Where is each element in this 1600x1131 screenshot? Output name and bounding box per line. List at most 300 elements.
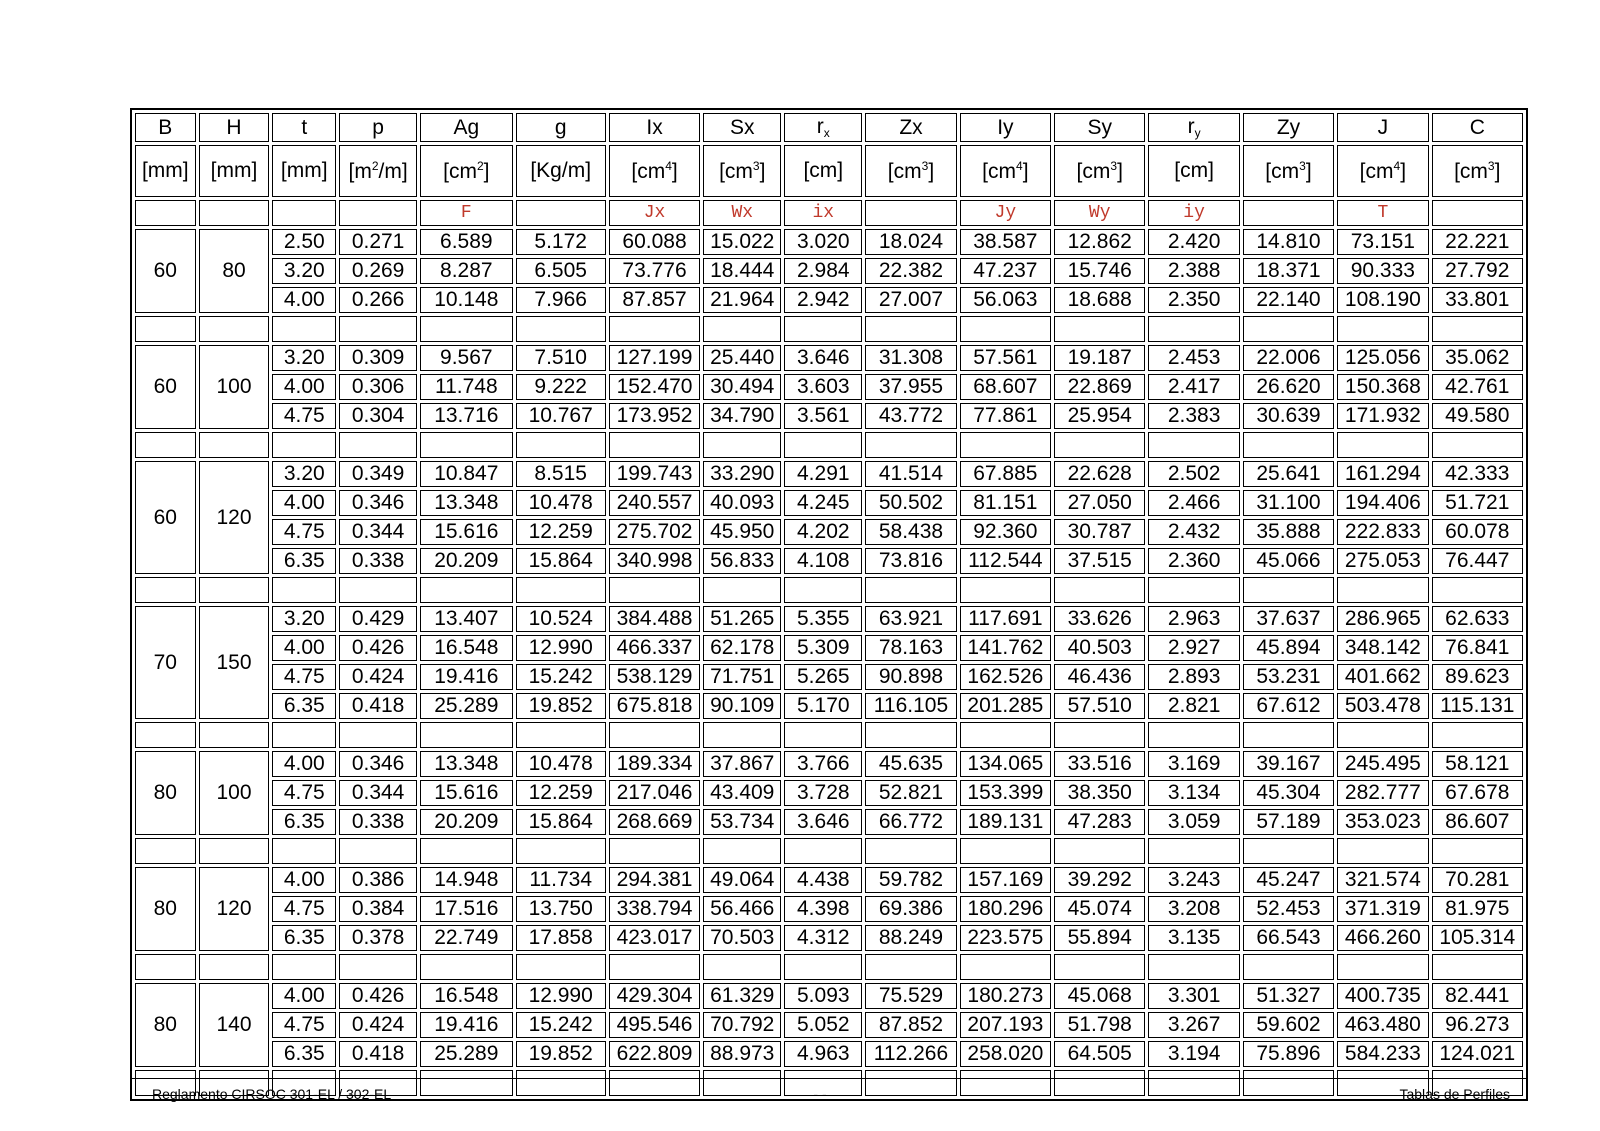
column-alias bbox=[516, 200, 606, 226]
table-cell: 64.505 bbox=[1054, 1041, 1145, 1067]
cell-H: 120 bbox=[199, 867, 270, 951]
spacer-cell bbox=[960, 954, 1051, 980]
table-cell: 45.894 bbox=[1243, 635, 1334, 661]
table-cell: 90.333 bbox=[1337, 258, 1428, 284]
column-alias bbox=[199, 200, 270, 226]
table-cell: 60.078 bbox=[1432, 519, 1523, 545]
cell-H: 100 bbox=[199, 345, 270, 429]
header-symbol-row bbox=[135, 113, 1523, 142]
table-cell: 199.743 bbox=[609, 461, 700, 487]
table-cell: 0.426 bbox=[339, 983, 417, 1009]
table-row bbox=[135, 374, 1523, 400]
table-cell: 89.623 bbox=[1432, 664, 1523, 690]
table-cell: 3.646 bbox=[784, 345, 862, 371]
spacer-cell bbox=[420, 432, 512, 458]
table-row bbox=[135, 664, 1523, 690]
table-cell: 6.35 bbox=[272, 548, 336, 574]
spacer-cell bbox=[420, 954, 512, 980]
table-cell: 12.862 bbox=[1054, 229, 1145, 255]
table-cell: 25.289 bbox=[420, 693, 512, 719]
table-cell: 6.505 bbox=[516, 258, 606, 284]
table-cell: 4.398 bbox=[784, 896, 862, 922]
spacer-cell bbox=[1337, 954, 1428, 980]
column-alias: Jy bbox=[960, 200, 1051, 226]
table-cell: 10.478 bbox=[516, 490, 606, 516]
table-cell: 30.787 bbox=[1054, 519, 1145, 545]
table-cell: 18.444 bbox=[703, 258, 781, 284]
spacer-cell bbox=[1054, 316, 1145, 342]
symbol-text: p bbox=[372, 115, 384, 139]
spacer-cell bbox=[1243, 577, 1334, 603]
table-row bbox=[135, 925, 1523, 951]
table-row bbox=[135, 1012, 1523, 1038]
table-cell: 16.548 bbox=[420, 983, 512, 1009]
table-cell: 201.285 bbox=[960, 693, 1051, 719]
symbol-text: B bbox=[158, 115, 173, 139]
table-cell: 0.338 bbox=[339, 548, 417, 574]
column-unit bbox=[1054, 145, 1145, 197]
table-cell: 0.384 bbox=[339, 896, 417, 922]
symbol-text: Iy bbox=[997, 115, 1014, 139]
table-cell: 88.973 bbox=[703, 1041, 781, 1067]
cell-H: 120 bbox=[199, 461, 270, 574]
column-unit bbox=[516, 145, 606, 197]
table-cell: 321.574 bbox=[1337, 867, 1428, 893]
table-cell: 4.312 bbox=[784, 925, 862, 951]
spacer-cell bbox=[1432, 722, 1523, 748]
spacer-cell bbox=[703, 1070, 781, 1096]
table-cell: 0.386 bbox=[339, 867, 417, 893]
table-cell: 3.194 bbox=[1148, 1041, 1239, 1067]
symbol-text: Sx bbox=[729, 115, 755, 139]
table-cell: 66.543 bbox=[1243, 925, 1334, 951]
table-cell: 108.190 bbox=[1337, 287, 1428, 313]
table-cell: 0.349 bbox=[339, 461, 417, 487]
table-cell: 157.169 bbox=[960, 867, 1051, 893]
cell-H: 100 bbox=[199, 751, 270, 835]
table-cell: 81.975 bbox=[1432, 896, 1523, 922]
spacer-cell bbox=[609, 316, 700, 342]
symbol-text: r bbox=[816, 115, 824, 138]
table-cell: 622.809 bbox=[609, 1041, 700, 1067]
symbol-text: Ag bbox=[453, 115, 480, 139]
table-cell: 52.821 bbox=[865, 780, 956, 806]
table-cell: 3.169 bbox=[1148, 751, 1239, 777]
table-cell: 49.580 bbox=[1432, 403, 1523, 429]
column-symbol bbox=[865, 113, 956, 142]
table-cell: 0.344 bbox=[339, 519, 417, 545]
table-cell: 112.266 bbox=[865, 1041, 956, 1067]
unit-exponent: 3 bbox=[752, 158, 760, 173]
table-cell: 10.148 bbox=[420, 287, 512, 313]
spacer-cell bbox=[516, 838, 606, 864]
table-row bbox=[135, 780, 1523, 806]
table-cell: 7.966 bbox=[516, 287, 606, 313]
table-cell: 19.852 bbox=[516, 693, 606, 719]
table-cell: 55.894 bbox=[1054, 925, 1145, 951]
table-cell: 0.338 bbox=[339, 809, 417, 835]
table-cell: 10.847 bbox=[420, 461, 512, 487]
table-cell: 282.777 bbox=[1337, 780, 1428, 806]
spacer-cell bbox=[960, 577, 1051, 603]
table-cell: 207.193 bbox=[960, 1012, 1051, 1038]
spacer-cell bbox=[135, 316, 196, 342]
table-cell: 27.050 bbox=[1054, 490, 1145, 516]
column-symbol bbox=[1148, 113, 1239, 142]
spacer-cell bbox=[420, 722, 512, 748]
spacer-cell bbox=[703, 316, 781, 342]
table-row bbox=[135, 287, 1523, 313]
table-cell: 20.209 bbox=[420, 548, 512, 574]
table-cell: 62.633 bbox=[1432, 606, 1523, 632]
column-symbol bbox=[784, 113, 862, 142]
spacer-row bbox=[135, 954, 1523, 980]
table-cell: 35.062 bbox=[1432, 345, 1523, 371]
column-unit bbox=[784, 145, 862, 197]
table-cell: 47.237 bbox=[960, 258, 1051, 284]
table-row bbox=[135, 635, 1523, 661]
table-cell: 15.616 bbox=[420, 780, 512, 806]
table-cell: 423.017 bbox=[609, 925, 700, 951]
table-cell: 19.416 bbox=[420, 1012, 512, 1038]
table-cell: 141.762 bbox=[960, 635, 1051, 661]
table-row bbox=[135, 983, 1523, 1009]
table-cell: 17.858 bbox=[516, 925, 606, 951]
table-cell: 584.233 bbox=[1337, 1041, 1428, 1067]
table-cell: 37.955 bbox=[865, 374, 956, 400]
table-cell: 25.954 bbox=[1054, 403, 1145, 429]
table-cell: 56.833 bbox=[703, 548, 781, 574]
table-cell: 76.447 bbox=[1432, 548, 1523, 574]
unit-text: [cm bbox=[982, 159, 1016, 183]
unit-tail: ] bbox=[671, 159, 678, 183]
table-cell: 116.105 bbox=[865, 693, 956, 719]
table-cell: 4.00 bbox=[272, 867, 336, 893]
spacer-cell bbox=[1148, 838, 1239, 864]
spacer-cell bbox=[784, 838, 862, 864]
spacer-cell bbox=[784, 722, 862, 748]
spacer-cell bbox=[703, 838, 781, 864]
table-cell: 27.007 bbox=[865, 287, 956, 313]
header-alias-row bbox=[135, 200, 1523, 226]
table-cell: 14.948 bbox=[420, 867, 512, 893]
table-cell: 53.734 bbox=[703, 809, 781, 835]
unit-text: [cm] bbox=[1174, 159, 1214, 182]
spacer-cell bbox=[135, 954, 196, 980]
symbol-subscript: y bbox=[1194, 126, 1201, 140]
table-cell: 4.75 bbox=[272, 519, 336, 545]
table-cell: 245.495 bbox=[1337, 751, 1428, 777]
unit-tail: /m] bbox=[378, 159, 408, 183]
unit-text: [m bbox=[348, 159, 372, 183]
spacer-cell bbox=[272, 838, 336, 864]
spacer-cell bbox=[703, 722, 781, 748]
spacer-cell bbox=[609, 954, 700, 980]
table-cell: 162.526 bbox=[960, 664, 1051, 690]
table-cell: 3.561 bbox=[784, 403, 862, 429]
unit-exponent: 4 bbox=[1393, 158, 1401, 173]
table-cell: 51.798 bbox=[1054, 1012, 1145, 1038]
table-cell: 25.440 bbox=[703, 345, 781, 371]
unit-tail: ] bbox=[1494, 159, 1501, 183]
table-cell: 6.35 bbox=[272, 693, 336, 719]
table-cell: 39.292 bbox=[1054, 867, 1145, 893]
table-cell: 0.429 bbox=[339, 606, 417, 632]
column-symbol bbox=[135, 113, 196, 142]
unit-tail: ] bbox=[759, 159, 766, 183]
table-row bbox=[135, 606, 1523, 632]
spacer-cell bbox=[420, 1070, 512, 1096]
table-cell: 153.399 bbox=[960, 780, 1051, 806]
unit-exponent: 3 bbox=[921, 158, 929, 173]
table-cell: 115.131 bbox=[1432, 693, 1523, 719]
table-cell: 6.35 bbox=[272, 809, 336, 835]
unit-tail: ] bbox=[1305, 159, 1312, 183]
table-cell: 15.242 bbox=[516, 1012, 606, 1038]
table-cell: 15.746 bbox=[1054, 258, 1145, 284]
table-cell: 2.821 bbox=[1148, 693, 1239, 719]
table-cell: 37.637 bbox=[1243, 606, 1334, 632]
table-cell: 30.494 bbox=[703, 374, 781, 400]
table-cell: 77.861 bbox=[960, 403, 1051, 429]
unit-exponent: 4 bbox=[1016, 158, 1023, 173]
table-cell: 171.932 bbox=[1337, 403, 1428, 429]
table-cell: 2.502 bbox=[1148, 461, 1239, 487]
cell-H: 150 bbox=[199, 606, 270, 719]
table-cell: 217.046 bbox=[609, 780, 700, 806]
spacer-cell bbox=[1337, 432, 1428, 458]
spacer-cell bbox=[703, 577, 781, 603]
spacer-cell bbox=[272, 316, 336, 342]
table-cell: 6.589 bbox=[420, 229, 512, 255]
table-row bbox=[135, 548, 1523, 574]
table-cell: 4.00 bbox=[272, 983, 336, 1009]
spacer-row bbox=[135, 577, 1523, 603]
table-cell: 42.333 bbox=[1432, 461, 1523, 487]
table-cell: 4.00 bbox=[272, 751, 336, 777]
table-cell: 180.273 bbox=[960, 983, 1051, 1009]
table-cell: 4.963 bbox=[784, 1041, 862, 1067]
spacer-cell bbox=[1148, 1070, 1239, 1096]
symbol-subscript: x bbox=[823, 126, 830, 140]
symbol-text: Sy bbox=[1087, 115, 1112, 139]
table-cell: 2.383 bbox=[1148, 403, 1239, 429]
table-cell: 3.208 bbox=[1148, 896, 1239, 922]
table-cell: 9.567 bbox=[420, 345, 512, 371]
table-cell: 2.466 bbox=[1148, 490, 1239, 516]
spacer-cell bbox=[339, 838, 417, 864]
symbol-text: Zx bbox=[899, 115, 923, 139]
table-cell: 112.544 bbox=[960, 548, 1051, 574]
column-alias: Wx bbox=[703, 200, 781, 226]
spacer-cell bbox=[784, 432, 862, 458]
column-alias: ix bbox=[784, 200, 862, 226]
spacer-cell bbox=[1054, 722, 1145, 748]
table-cell: 15.864 bbox=[516, 809, 606, 835]
table-cell: 2.893 bbox=[1148, 664, 1239, 690]
column-symbol bbox=[420, 113, 512, 142]
spacer-row bbox=[135, 838, 1523, 864]
table-cell: 20.209 bbox=[420, 809, 512, 835]
table-cell: 30.639 bbox=[1243, 403, 1334, 429]
table-cell: 10.524 bbox=[516, 606, 606, 632]
spacer-cell bbox=[1432, 316, 1523, 342]
table-row bbox=[135, 809, 1523, 835]
symbol-text: Ix bbox=[646, 115, 663, 139]
spacer-cell bbox=[703, 432, 781, 458]
table-cell: 7.510 bbox=[516, 345, 606, 371]
spacer-row bbox=[135, 316, 1523, 342]
table-cell: 0.424 bbox=[339, 1012, 417, 1038]
spacer-cell bbox=[1054, 432, 1145, 458]
symbol-text: g bbox=[554, 115, 567, 139]
unit-tail: ] bbox=[1117, 159, 1123, 183]
spacer-cell bbox=[135, 432, 196, 458]
table-cell: 353.023 bbox=[1337, 809, 1428, 835]
spacer-cell bbox=[784, 577, 862, 603]
table-cell: 340.998 bbox=[609, 548, 700, 574]
spacer-cell bbox=[199, 838, 270, 864]
table-cell: 58.121 bbox=[1432, 751, 1523, 777]
table-cell: 66.772 bbox=[865, 809, 956, 835]
table-row bbox=[135, 896, 1523, 922]
table-cell: 45.950 bbox=[703, 519, 781, 545]
table-body bbox=[135, 229, 1523, 1096]
spacer-cell bbox=[1148, 722, 1239, 748]
profiles-table bbox=[130, 108, 1528, 1101]
spacer-cell bbox=[865, 954, 956, 980]
table-cell: 8.515 bbox=[516, 461, 606, 487]
table-row bbox=[135, 403, 1523, 429]
spacer-cell bbox=[199, 432, 270, 458]
spacer-cell bbox=[199, 722, 270, 748]
spacer-cell bbox=[1337, 722, 1428, 748]
column-alias: F bbox=[420, 200, 512, 226]
table-cell: 56.466 bbox=[703, 896, 781, 922]
table-cell: 38.587 bbox=[960, 229, 1051, 255]
table-cell: 105.314 bbox=[1432, 925, 1523, 951]
table-cell: 22.140 bbox=[1243, 287, 1334, 313]
column-alias bbox=[272, 200, 336, 226]
unit-text: [cm bbox=[719, 159, 753, 183]
table-cell: 189.131 bbox=[960, 809, 1051, 835]
table-cell: 51.265 bbox=[703, 606, 781, 632]
cell-B: 60 bbox=[135, 461, 196, 574]
table-cell: 371.319 bbox=[1337, 896, 1428, 922]
table-row bbox=[135, 345, 1523, 371]
table-cell: 9.222 bbox=[516, 374, 606, 400]
table-cell: 45.247 bbox=[1243, 867, 1334, 893]
table-cell: 68.607 bbox=[960, 374, 1051, 400]
table-cell: 4.75 bbox=[272, 780, 336, 806]
table-cell: 45.066 bbox=[1243, 548, 1334, 574]
table-cell: 3.646 bbox=[784, 809, 862, 835]
table-row bbox=[135, 461, 1523, 487]
table-cell: 45.635 bbox=[865, 751, 956, 777]
table-cell: 60.088 bbox=[609, 229, 700, 255]
table-cell: 4.438 bbox=[784, 867, 862, 893]
table-cell: 2.350 bbox=[1148, 287, 1239, 313]
table-cell: 73.816 bbox=[865, 548, 956, 574]
table-cell: 26.620 bbox=[1243, 374, 1334, 400]
table-cell: 13.348 bbox=[420, 751, 512, 777]
spacer-cell bbox=[1148, 316, 1239, 342]
unit-text: [cm] bbox=[803, 159, 844, 182]
table-cell: 69.386 bbox=[865, 896, 956, 922]
table-cell: 73.776 bbox=[609, 258, 700, 284]
table-cell: 4.245 bbox=[784, 490, 862, 516]
table-cell: 0.346 bbox=[339, 490, 417, 516]
spacer-cell bbox=[516, 722, 606, 748]
table-cell: 4.00 bbox=[272, 287, 336, 313]
table-row bbox=[135, 867, 1523, 893]
table-header bbox=[135, 113, 1523, 226]
table-cell: 401.662 bbox=[1337, 664, 1428, 690]
table-cell: 22.749 bbox=[420, 925, 512, 951]
table-cell: 90.898 bbox=[865, 664, 956, 690]
table-cell: 0.344 bbox=[339, 780, 417, 806]
spacer-cell bbox=[609, 1070, 700, 1096]
table-cell: 117.691 bbox=[960, 606, 1051, 632]
spacer-row bbox=[135, 722, 1523, 748]
spacer-cell bbox=[865, 432, 956, 458]
table-cell: 82.441 bbox=[1432, 983, 1523, 1009]
table-cell: 67.885 bbox=[960, 461, 1051, 487]
cell-B: 80 bbox=[135, 867, 196, 951]
table-cell: 258.020 bbox=[960, 1041, 1051, 1067]
table-cell: 0.304 bbox=[339, 403, 417, 429]
column-symbol bbox=[1432, 113, 1523, 142]
table-cell: 3.301 bbox=[1148, 983, 1239, 1009]
unit-text: [cm bbox=[631, 159, 666, 183]
table-cell: 3.059 bbox=[1148, 809, 1239, 835]
spacer-cell bbox=[960, 432, 1051, 458]
table-cell: 92.360 bbox=[960, 519, 1051, 545]
table-cell: 45.068 bbox=[1054, 983, 1145, 1009]
table-cell: 5.355 bbox=[784, 606, 862, 632]
table-cell: 5.052 bbox=[784, 1012, 862, 1038]
spacer-cell bbox=[1243, 432, 1334, 458]
table-cell: 400.735 bbox=[1337, 983, 1428, 1009]
table-cell: 0.418 bbox=[339, 1041, 417, 1067]
spacer-cell bbox=[1148, 432, 1239, 458]
table-cell: 3.20 bbox=[272, 258, 336, 284]
table-cell: 4.00 bbox=[272, 490, 336, 516]
footer-divider bbox=[132, 1078, 1526, 1079]
table-cell: 13.750 bbox=[516, 896, 606, 922]
table-cell: 5.172 bbox=[516, 229, 606, 255]
table-cell: 10.478 bbox=[516, 751, 606, 777]
unit-text: [mm] bbox=[141, 159, 189, 182]
table-cell: 59.782 bbox=[865, 867, 956, 893]
table-cell: 15.616 bbox=[420, 519, 512, 545]
table-row bbox=[135, 751, 1523, 777]
table-cell: 11.748 bbox=[420, 374, 512, 400]
table-cell: 2.927 bbox=[1148, 635, 1239, 661]
spacer-cell bbox=[1432, 954, 1523, 980]
table-cell: 38.350 bbox=[1054, 780, 1145, 806]
table-cell: 2.360 bbox=[1148, 548, 1239, 574]
table-cell: 3.134 bbox=[1148, 780, 1239, 806]
table-cell: 13.348 bbox=[420, 490, 512, 516]
symbol-text: C bbox=[1469, 115, 1485, 139]
table-cell: 15.864 bbox=[516, 548, 606, 574]
table-cell: 40.093 bbox=[703, 490, 781, 516]
table-cell: 17.516 bbox=[420, 896, 512, 922]
table-cell: 5.170 bbox=[784, 693, 862, 719]
table-cell: 41.514 bbox=[865, 461, 956, 487]
table-cell: 49.064 bbox=[703, 867, 781, 893]
